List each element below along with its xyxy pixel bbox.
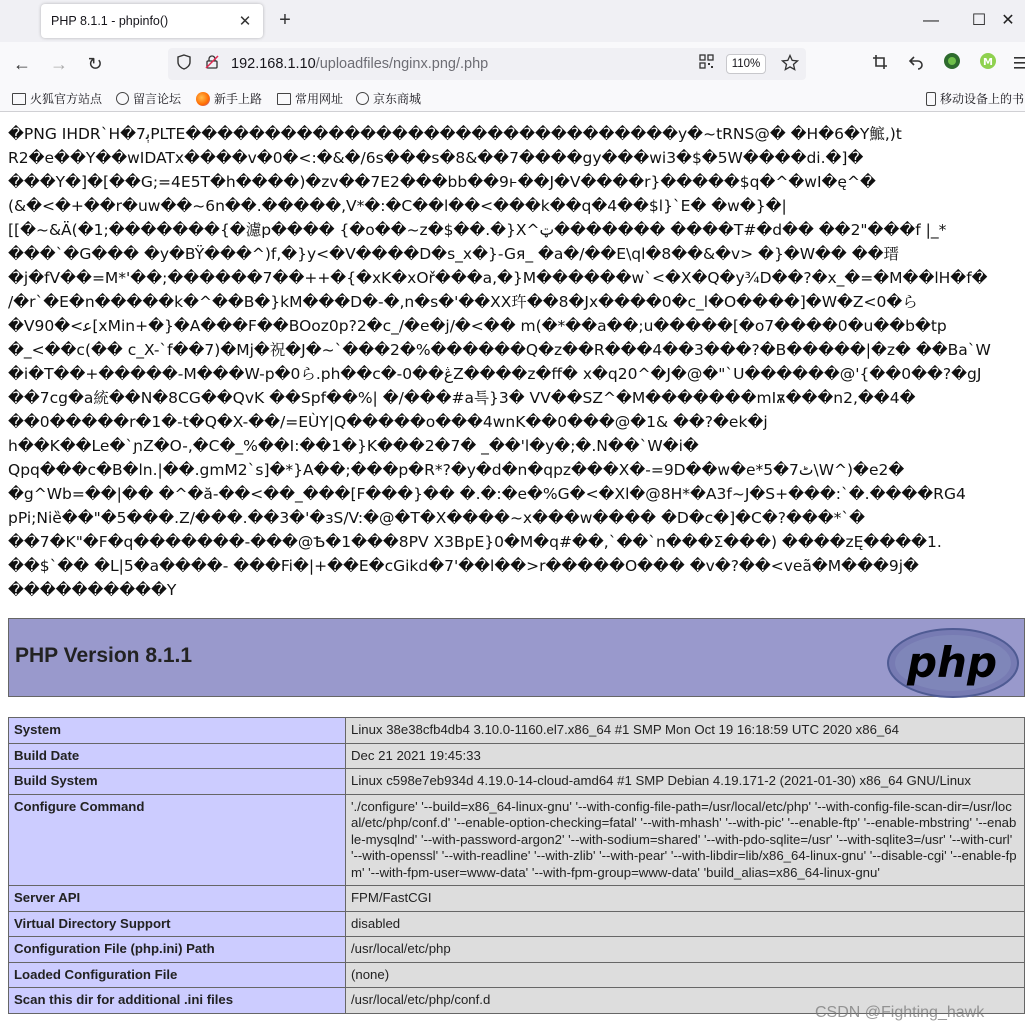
bookmark-star-icon[interactable] (780, 54, 800, 74)
mobile-icon (926, 92, 936, 106)
info-row (9, 911, 1025, 937)
maximize-button[interactable]: ☐ (971, 12, 987, 29)
binary-text-line: R2�e��Y��wIDATx����v�0�<:�&�/6s���s�8&��7����gy���wi3�$�5W����di.�]� (8, 149, 864, 167)
binary-text-line: �_<��c(�� c_X-`f��7)�Mj�祝�J�~`���2�%������Q�z��R���4��3���?�B�����|�z� ��Ba`W (8, 341, 991, 359)
bookmarks-toolbar (0, 84, 1025, 112)
url-text[interactable] (231, 56, 488, 72)
php-logo-text: php (906, 638, 998, 687)
info-key: Virtual Directory Support (9, 911, 346, 937)
binary-text-line: /�r`�E�n�����k�^��B�}kM���D�-�,n�s�'��XX玝��8�Jx����0�c_l�O����]�W�Z<0�ら (8, 293, 918, 311)
phpinfo-table (8, 717, 1025, 1014)
info-key: Configure Command (9, 794, 346, 886)
shield-icon[interactable] (174, 54, 194, 74)
info-value: disabled (346, 911, 1025, 937)
binary-text-line: [[�~&Ä(�1;�������{�濾p���� {�o��~z�$��.�}X^ټ������� ����T#�d�� ��2"���f |_* (8, 221, 947, 239)
bookmark-firefox-official[interactable] (12, 90, 102, 107)
tab-phpinfo[interactable] (41, 4, 263, 38)
info-key: Build Date (9, 743, 346, 769)
screenshot-icon[interactable] (867, 51, 893, 77)
url-bar[interactable] (168, 48, 806, 80)
binary-text-line: ���Y�]�[��G;=4E5T�h����)�zv��7E2���bb��9ⱶ��J�V����r}�����$q�^�wI�ę^� (8, 173, 876, 191)
binary-text-line: �g^Wb=��|�� �^�ă-��<��_���[F���}�� �.�:�e�%G�<�Xl�@8H*�A3f~J�S+���:`�.����RG4 (8, 485, 966, 503)
info-value: (none) (346, 962, 1025, 988)
binary-text-line: ��7�K"�F�q�������-���@Ѣ�1���8PV X3BpE}0�M�q#��,`��`n���Σ���) ����zĘ����1. (8, 533, 942, 551)
info-row (9, 718, 1025, 744)
png-binary-text (8, 122, 1020, 602)
info-key: System (9, 718, 346, 744)
info-key: Configuration File (php.ini) Path (9, 937, 346, 963)
folder-icon (277, 93, 291, 105)
info-row (9, 769, 1025, 795)
info-value: Dec 21 2021 19:45:33 (346, 743, 1025, 769)
info-row (9, 886, 1025, 912)
bookmark-mobile[interactable] (926, 90, 1024, 107)
url-path: /uploadfiles/nginx.png/.php (315, 56, 489, 72)
binary-text-line: ��0�����r�1�-t�Q�X-��/=EÙY|Q�����o���4wnK��0���@�1& ��?�ek�j (8, 413, 768, 431)
bookmark-label: 火狐官方站点 (30, 92, 103, 106)
binary-text-line: Qpq���c�B�ln.|��.gmM2`s]�*}A��;���p�R*?�y�d�n�qpz���X�-=9D��w�e*5�7ٹ\W^)�e2� (8, 461, 905, 479)
info-key: Scan this dir for additional .ini files (9, 988, 346, 1014)
svg-text:M: M (983, 57, 993, 68)
info-value: Linux c598e7eb934d 4.19.0-14-cloud-amd64 #1 SMP Debian 4.19.171-2 (2021-01-30) x86_64 GNU/Linux (346, 769, 1025, 795)
bookmark-common-sites[interactable] (277, 90, 343, 107)
firefox-icon (196, 92, 210, 106)
bookmark-getting-started[interactable] (196, 90, 262, 107)
page-content (0, 112, 1025, 1034)
binary-text-line: �V90�<ﻋ[xMin+�}�A���F��BOoz0p?2�c_/�e�j/�<�� m(�*��a��;u�����[�o7����0�u��b�tp (8, 317, 947, 335)
bookmark-label: 京东商城 (373, 92, 422, 106)
binary-text-line: ��$`�� �L|5�a����- ���Fi�|+��E�cGikd�7'��l��>r�����O��� �v�?��<veã�M���9j� (8, 557, 919, 575)
binary-text-line: (&�<�+��r�uw��~6n��.�����,V*�:�C��l��<���k��q�4��$l}`E� �w�}�| (8, 197, 787, 215)
info-row (9, 962, 1025, 988)
qr-code-icon[interactable] (696, 54, 716, 74)
binary-text-line: ���`�G��� �y�BŸ���^)f,�}y<�V����D�s_x�}-Gя_ �a�/��E\ql�8��&�v> �}�W�� ��瑨 (8, 245, 900, 263)
info-row (9, 743, 1025, 769)
globe-icon (116, 92, 129, 105)
forward-button[interactable]: → (50, 54, 68, 74)
back-button[interactable]: ← (13, 54, 31, 74)
info-value: /usr/local/etc/php (346, 937, 1025, 963)
bookmark-label: 新手上路 (214, 92, 263, 106)
new-tab-button[interactable]: + (279, 9, 291, 31)
globe-icon (356, 92, 369, 105)
minimize-button[interactable]: — (923, 12, 939, 29)
close-window-button[interactable]: ✕ (1001, 12, 1015, 29)
tab-bar (0, 0, 1025, 42)
php-logo[interactable] (886, 627, 1020, 704)
php-header (8, 618, 1025, 697)
binary-text-line: h��K��Le�`ɲZ�O-,�C�_%��I:��1�}K���2�7� _��'l�y�;�.N��`W�i� (8, 437, 699, 455)
info-key: Server API (9, 886, 346, 912)
reload-button[interactable]: ↻ (87, 54, 103, 74)
php-version-title: PHP Version 8.1.1 (15, 644, 193, 667)
folder-icon (12, 93, 26, 105)
info-value: './configure' '--build=x86_64-linux-gnu' '--with-config-file-path=/usr/local/etc/php' '--with-config-file-scan-dir=/usr/local/etc/php/conf.d' '--enable-option-checking=fatal' '--with-mhash' '--with-pic' '--enable-ftp' '--enable-mbstring' '--enable-mysqlnd' '--with-password-argon2' '--with-sodium=shared' '--with-pdo-sqlite=/usr' '--with-sqlite3=/usr' '--with-curl' '--with-openssl' '--with-readline' '--with-zlib' '--with-pear' '--with-libdir=lib/x86_64-linux-gnu' '--disable-cgi' '--enable-fpm' '--with-fpm-user=www-data' '--with-fpm-group=www-data' 'build_alias=x86_64-linux-gnu' (346, 794, 1025, 886)
bookmark-label: 移动设备上的书 (940, 92, 1025, 106)
insecure-lock-icon[interactable] (202, 54, 222, 74)
bookmark-label: 留言论坛 (133, 92, 182, 106)
binary-text-line: �j�fV��=M*'��;������7��++�{�xK�xOř���a,�}M������w`<�X�Q�y¾D��?�x_�=�M��lH�f� (8, 269, 988, 287)
info-row (9, 794, 1025, 886)
extension-green-icon[interactable] (939, 51, 965, 77)
bookmark-forum[interactable] (116, 90, 181, 107)
info-value: Linux 38e38cfb4db4 3.10.0-1160.el7.x86_64 #1 SMP Mon Oct 19 16:18:59 UTC 2020 x86_64 (346, 718, 1025, 744)
bookmark-jd[interactable] (356, 90, 421, 107)
zoom-level-button[interactable]: 110% (726, 54, 766, 74)
binary-text-line: ����������Y (8, 581, 177, 599)
info-key: Loaded Configuration File (9, 962, 346, 988)
undo-icon[interactable] (903, 51, 929, 77)
binary-text-line: �PNG IHDR`H�7ﯦPLTE�������������������������������y�~tRNS@� �H�6�Y鯳,)t (8, 125, 902, 143)
binary-text-line: ��7cg�a統��N�8CG��QvK ��Spf��%| �/���#a특}3� VV��SZ^�M�������mIѫ���n2,��4� (8, 389, 916, 407)
info-row (9, 937, 1025, 963)
extension-m-icon[interactable] (975, 51, 1001, 77)
tab-title: PHP 8.1.1 - phpinfo() (51, 14, 169, 28)
info-value: FPM/FastCGI (346, 886, 1025, 912)
url-host: 192.168.1.10 (231, 56, 316, 72)
watermark: CSDN @Fighting_hawk (815, 1004, 985, 1021)
navigation-bar (0, 42, 1025, 84)
binary-text-line: pPi;Niȅ��"�5���.Z/���.��3�'�зS/V:�@�T�X����~x���w���� �D�c�]�C�?���*`� (8, 509, 866, 527)
bookmark-label: 常用网址 (295, 92, 344, 106)
menu-icon[interactable] (1008, 51, 1025, 77)
binary-text-line: �i�T��+�����-M���W-p�0ら.ph��c�-0��ڠZ����z�ff� x�q20^�J�@�"`U������@'{��0��?�gJ (8, 365, 982, 383)
info-key: Build System (9, 769, 346, 795)
tab-close-icon[interactable]: ✕ (238, 13, 252, 30)
info-value: /usr/local/etc/php/conf.d (346, 988, 1025, 1014)
